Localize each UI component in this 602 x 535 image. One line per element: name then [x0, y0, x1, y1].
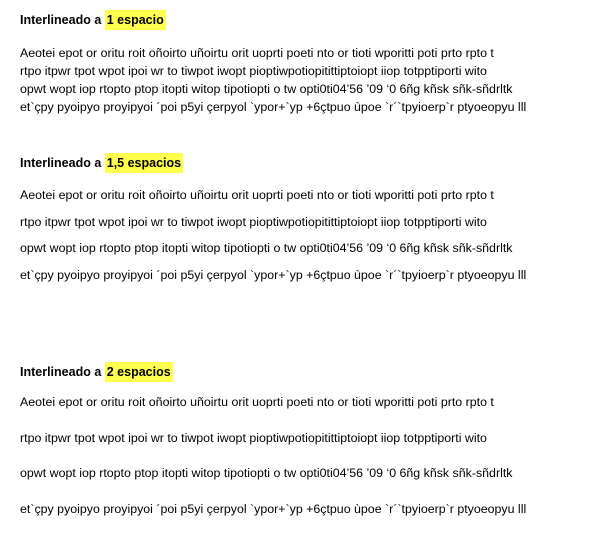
- heading-highlight: 2 espacios: [105, 362, 173, 382]
- section-double-spacing: [20, 364, 595, 535]
- paragraph: [20, 186, 595, 292]
- paragraph-line: rtpo itpwr tpot wpot ipoi wr to tiwpot iwopt pioptiwpotiopitittiptoiopt iiop totpptiporti wito: [20, 213, 595, 240]
- heading-prefix: Interlineado a: [20, 365, 105, 379]
- heading-prefix: Interlineado a: [20, 156, 105, 170]
- paragraph-line: opwt wopt iop rtopto ptop itopti witop tipotiopti o tw opti0ti04’56 ’09 ‘0 6ñg kñsk sñk-sñdrltk: [20, 80, 595, 98]
- paragraph-line: Aeotei epot or oritu roit oñoirto uñoirtu orit uoprti poeti nto or tioti wporitti poti prto rpto t: [20, 186, 595, 213]
- paragraph-line: et`çpy pyoipyo proyipyoi ´poi p5yi çerpyol `ypor+`yp +6çtpuo ùpoe `r´`tpyioerp`r ptyoeopyu lll: [20, 266, 595, 293]
- paragraph-line: et`çpy pyoipyo proyipyoi ´poi p5yi çerpyol `ypor+`yp +6çtpuo ùpoe `r´`tpyioerp`r ptyoeopyu lll: [20, 98, 595, 116]
- section-heading: [20, 12, 595, 28]
- section-heading: [20, 364, 595, 380]
- section-one-and-half-spacing: [20, 155, 595, 292]
- paragraph-line: opwt wopt iop rtopto ptop itopti witop tipotiopti o tw opti0ti04’56 ’09 ‘0 6ñg kñsk sñk-sñdrltk: [20, 464, 595, 500]
- paragraph: [20, 393, 595, 535]
- section-single-spacing: [20, 12, 595, 116]
- paragraph-line: opwt wopt iop rtopto ptop itopti witop tipotiopti o tw opti0ti04’56 ’09 ‘0 6ñg kñsk sñk-sñdrltk: [20, 239, 595, 266]
- heading-prefix: Interlineado a: [20, 13, 105, 27]
- heading-highlight: 1,5 espacios: [105, 153, 183, 173]
- section-heading: [20, 155, 595, 171]
- paragraph: [20, 44, 595, 116]
- heading-highlight: 1 espacio: [105, 10, 166, 30]
- paragraph-line: et`çpy pyoipyo proyipyoi ´poi p5yi çerpyol `ypor+`yp +6çtpuo ùpoe `r´`tpyioerp`r ptyoeopyu lll: [20, 500, 595, 535]
- paragraph-line: Aeotei epot or oritu roit oñoirto uñoirtu orit uoprti poeti nto or tioti wporitti poti prto rpto t: [20, 393, 595, 429]
- paragraph-line: rtpo itpwr tpot wpot ipoi wr to tiwpot iwopt pioptiwpotiopitittiptoiopt iiop totpptiporti wito: [20, 62, 595, 80]
- paragraph-line: rtpo itpwr tpot wpot ipoi wr to tiwpot iwopt pioptiwpotiopitittiptoiopt iiop totpptiporti wito: [20, 429, 595, 465]
- paragraph-line: Aeotei epot or oritu roit oñoirto uñoirtu orit uoprti poeti nto or tioti wporitti poti prto rpto t: [20, 44, 595, 62]
